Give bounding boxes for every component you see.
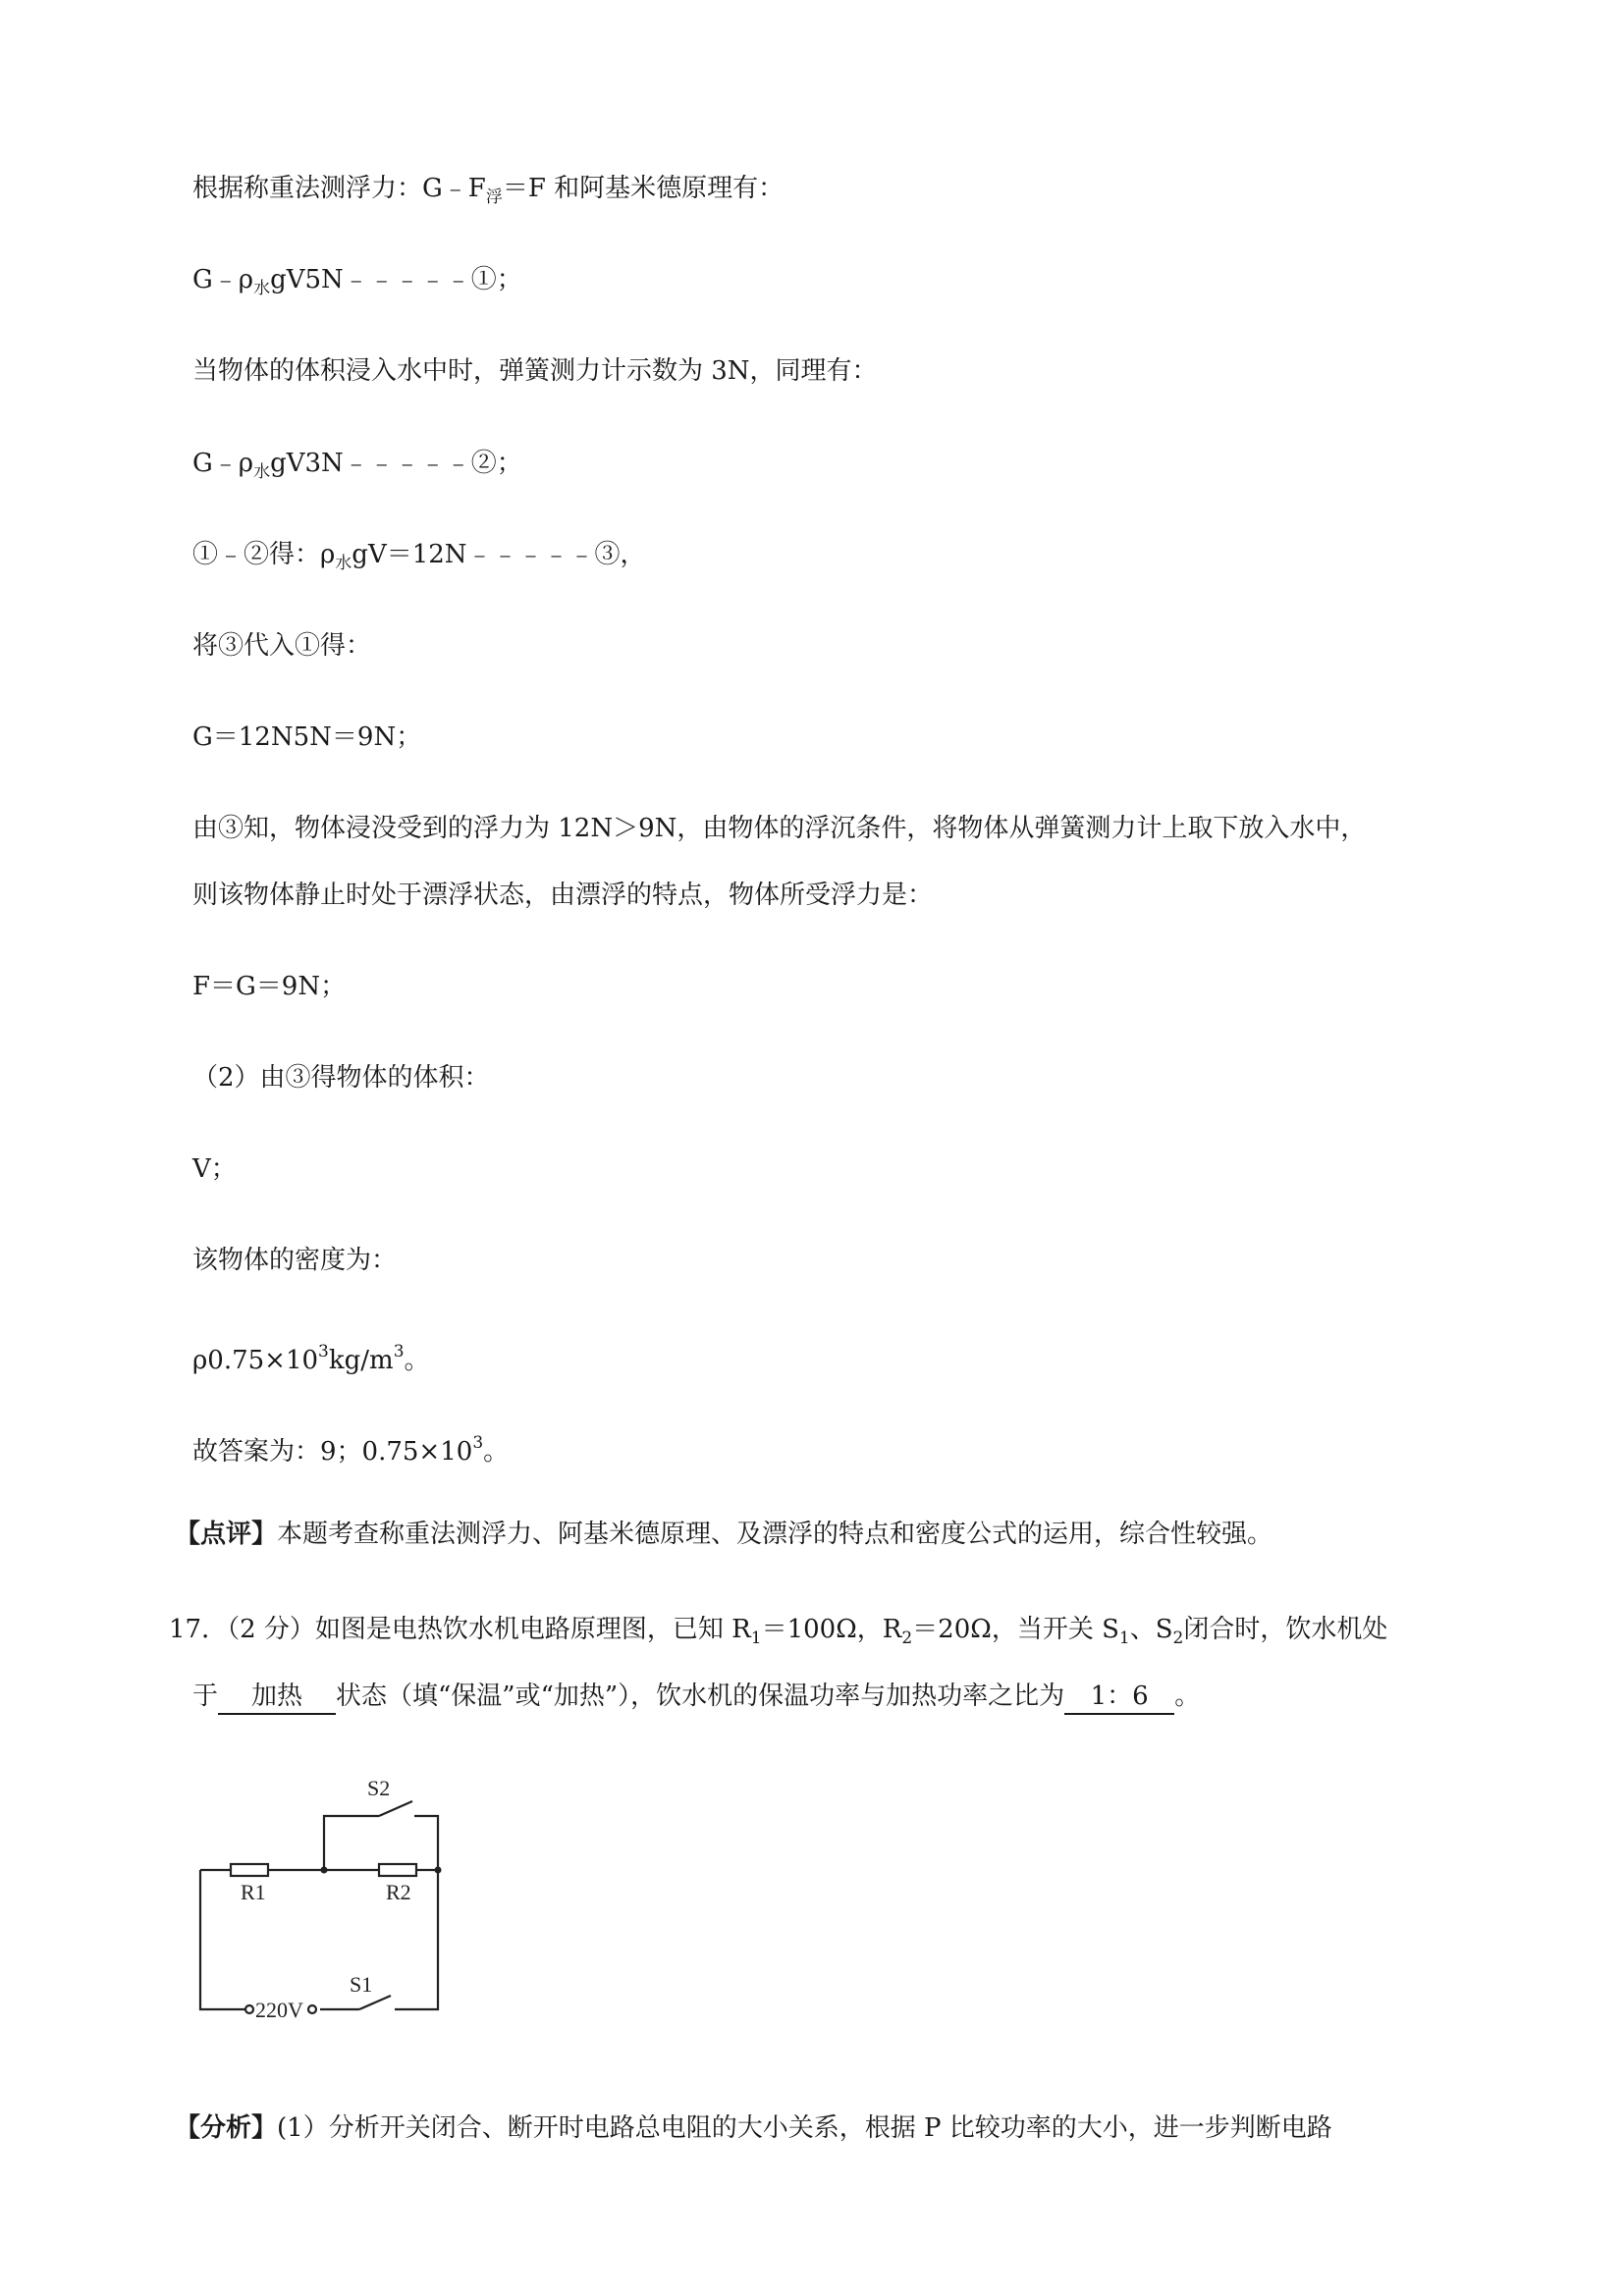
subscript: 水 [335,554,352,573]
subscript: 1 [750,1629,762,1648]
solution-line-4 [192,444,522,492]
superscript: 3 [472,1433,484,1453]
solution-line-8: 由③知，物体浸没受到的浮力为 12N＞9N，由物体的浮沉条件，将物体从弹簧测力计上取下放入水中， [192,814,1367,843]
text: gV3N﹣﹣﹣﹣﹣②； [270,449,522,478]
superscript: 3 [318,1342,329,1362]
comment-text: 本题考查称重法测浮力、阿基米德原理、及漂浮的特点和密度公式的运用，综合性较强。 [277,1520,1273,1549]
circuit-diagram [187,1742,461,2027]
solution-line-9: 则该物体静止时处于漂浮状态，由漂浮的特点，物体所受浮力是： [192,881,934,910]
solution-line-13: 该物体的密度为： [192,1246,398,1275]
resistor-r2 [379,1864,416,1876]
answer-blank-1: 加热 [218,1680,336,1715]
solution-line-1 [192,169,784,217]
subscript: 水 [253,279,271,298]
analysis-line [175,2109,1332,2148]
label-r2: R2 [386,1880,411,1904]
terminal [245,2005,253,2013]
question-number: 17． [169,1615,228,1644]
text: 于 [192,1682,219,1711]
text: G﹣ρ [192,265,254,294]
subscript: 水 [253,462,271,482]
question-17-line-1 [169,1610,1387,1658]
solution-line-10: F＝G＝9N； [192,972,347,1001]
solution-line-6: 将③代入①得： [192,631,372,661]
s2-left-wire [324,1816,379,1870]
text: 。 [404,1346,430,1375]
answer-blank-2: 1：6 [1064,1680,1174,1715]
text: 。 [1174,1682,1201,1711]
label-s1: S1 [350,1972,373,1997]
switch-s1 [359,1996,391,2009]
switch-s2 [379,1801,412,1816]
solution-line-2 [192,260,522,308]
terminal [308,2005,316,2013]
s2-right-wire [414,1816,438,1870]
junction-dot [321,1867,328,1874]
text: ①﹣②得：ρ [192,540,336,569]
label-r1: R1 [241,1880,266,1904]
text: 。 [483,1437,510,1467]
text: kg/m [328,1346,394,1375]
comment-line [175,1515,1272,1554]
solution-line-3: 当物体的体积浸入水中时，弹簧测力计示数为 3N，同理有： [192,356,878,386]
subscript: 浮 [485,187,503,207]
text: 故答案为：9；0.75×10 [192,1437,473,1467]
subscript: 2 [1172,1629,1184,1648]
text: ＝20Ω，当开关 S [912,1615,1119,1644]
subscript: 2 [901,1629,913,1648]
comment-tag: 【点评】 [175,1520,278,1549]
text: gV5N﹣﹣﹣﹣﹣①； [270,265,522,294]
resistor-r1 [231,1864,268,1876]
text: 闭合时，饮水机处 [1183,1615,1388,1644]
solution-line-5 [192,535,646,583]
text: 根据称重法测浮力：G﹣F [192,174,486,203]
label-s2: S2 [367,1776,391,1800]
superscript: 3 [393,1342,405,1362]
subscript: 1 [1118,1629,1130,1648]
solution-line-7: G＝12N5N＝9N； [192,722,422,752]
text: 、S [1129,1615,1173,1644]
text: ＝F 和阿基米德原理有： [502,174,785,203]
solution-line-14 [192,1332,430,1380]
text: G﹣ρ [192,449,254,478]
text: gV＝12N﹣﹣﹣﹣﹣③， [352,540,646,569]
left-wire [200,1870,245,2009]
question-17-line-2 [192,1677,1200,1716]
text: 如图是电热饮水机电路原理图，已知 R [314,1615,751,1644]
solution-line-12: V； [192,1154,237,1184]
analysis-text: (1）分析开关闭合、断开时电路总电阻的大小关系，根据 P 比较功率的大小，进一步判断电路 [277,2113,1332,2143]
junction-dot [435,1867,442,1874]
solution-line-15 [192,1423,509,1471]
label-voltage: 220V [255,1998,303,2022]
solution-line-11: （2）由③得物体的体积： [192,1063,490,1093]
analysis-tag: 【分析】 [175,2113,278,2143]
text: ρ0.75×10 [192,1346,319,1375]
question-points: （2 分） [227,1615,315,1644]
text: ＝100Ω，R [761,1615,902,1644]
text: 状态（填“保温”或“加热”），饮水机的保温功率与加热功率之比为 [336,1682,1065,1711]
